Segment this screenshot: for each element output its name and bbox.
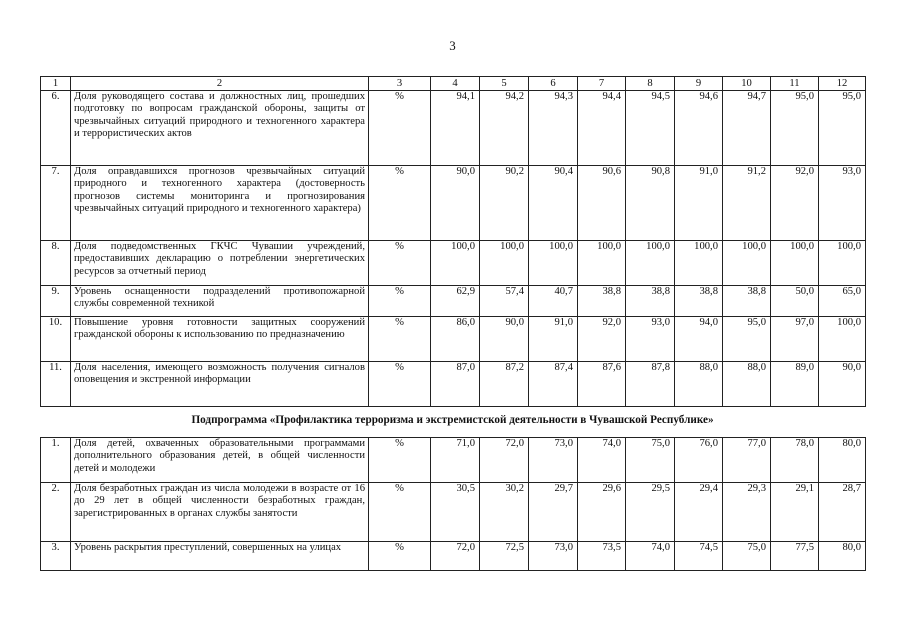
header-cell: 7 <box>578 77 626 91</box>
unit-cell: % <box>369 438 431 483</box>
value-cell: 95,0 <box>771 91 819 166</box>
value-cell: 87,2 <box>480 362 529 407</box>
header-cell: 2 <box>71 77 369 91</box>
subprogram-title: Подпрограмма «Профилактика терроризма и экстремистской деятельности в Чувашской Республике» <box>191 414 714 426</box>
page-number: 3 <box>449 38 456 53</box>
value-cell: 80,0 <box>819 542 866 571</box>
value-cell: 76,0 <box>675 438 723 483</box>
value-cell: 72,5 <box>480 542 529 571</box>
value-cell: 94,2 <box>480 91 529 166</box>
value-cell: 90,2 <box>480 166 529 241</box>
value-cell: 94,6 <box>675 91 723 166</box>
value-cell: 77,0 <box>723 438 771 483</box>
value-cell: 100,0 <box>529 241 578 286</box>
unit-cell: % <box>369 286 431 317</box>
table-row <box>41 483 866 542</box>
value-cell: 29,1 <box>771 483 819 542</box>
value-cell: 95,0 <box>819 91 866 166</box>
value-cell: 88,0 <box>723 362 771 407</box>
value-cell: 93,0 <box>626 317 675 362</box>
header-cell: 12 <box>819 77 866 91</box>
value-cell: 100,0 <box>578 241 626 286</box>
table-row <box>41 317 866 362</box>
indicator-text: Уровень раскрытия преступлений, совершенных на улицах <box>71 542 369 571</box>
value-cell: 94,0 <box>675 317 723 362</box>
table-row <box>41 166 866 241</box>
value-cell: 87,4 <box>529 362 578 407</box>
value-cell: 29,6 <box>578 483 626 542</box>
value-cell: 29,4 <box>675 483 723 542</box>
value-cell: 88,0 <box>675 362 723 407</box>
value-cell: 92,0 <box>771 166 819 241</box>
value-cell: 38,8 <box>675 286 723 317</box>
header-cell: 5 <box>480 77 529 91</box>
value-cell: 86,0 <box>431 317 480 362</box>
value-cell: 94,3 <box>529 91 578 166</box>
unit-cell: % <box>369 542 431 571</box>
value-cell: 90,6 <box>578 166 626 241</box>
value-cell: 91,2 <box>723 166 771 241</box>
value-cell: 29,3 <box>723 483 771 542</box>
unit-cell: % <box>369 166 431 241</box>
value-cell: 100,0 <box>723 241 771 286</box>
header-cell: 9 <box>675 77 723 91</box>
table-row <box>41 438 866 483</box>
row-index: 9. <box>41 286 71 317</box>
value-cell: 74,0 <box>626 542 675 571</box>
value-cell: 94,5 <box>626 91 675 166</box>
column-number-row <box>41 77 866 91</box>
table-row <box>41 286 866 317</box>
unit-cell: % <box>369 483 431 542</box>
value-cell: 100,0 <box>819 241 866 286</box>
value-cell: 29,7 <box>529 483 578 542</box>
table-row <box>41 91 866 166</box>
value-cell: 50,0 <box>771 286 819 317</box>
value-cell: 30,5 <box>431 483 480 542</box>
row-index: 3. <box>41 542 71 571</box>
value-cell: 87,6 <box>578 362 626 407</box>
unit-cell: % <box>369 91 431 166</box>
row-index: 2. <box>41 483 71 542</box>
value-cell: 100,0 <box>819 317 866 362</box>
value-cell: 87,0 <box>431 362 480 407</box>
value-cell: 30,2 <box>480 483 529 542</box>
header-cell: 8 <box>626 77 675 91</box>
value-cell: 75,0 <box>723 542 771 571</box>
value-cell: 73,5 <box>578 542 626 571</box>
value-cell: 90,0 <box>819 362 866 407</box>
table-row <box>41 362 866 407</box>
value-cell: 90,0 <box>480 317 529 362</box>
value-cell: 40,7 <box>529 286 578 317</box>
value-cell: 94,1 <box>431 91 480 166</box>
unit-cell: % <box>369 241 431 286</box>
row-index: 7. <box>41 166 71 241</box>
row-index: 6. <box>41 91 71 166</box>
value-cell: 65,0 <box>819 286 866 317</box>
indicator-text: Доля населения, имеющего возможность получения сигналов оповещения и экстренной информации <box>71 362 369 407</box>
header-cell: 10 <box>723 77 771 91</box>
indicator-text: Доля руководящего состава и должностных лиц, прошедших подготовку по вопросам гражданской обороны, защиты от чрезвычайных ситуаций природного и техногенного характера и террористических актов <box>71 91 369 166</box>
value-cell: 100,0 <box>771 241 819 286</box>
value-cell: 100,0 <box>431 241 480 286</box>
value-cell: 90,4 <box>529 166 578 241</box>
row-index: 10. <box>41 317 71 362</box>
unit-cell: % <box>369 362 431 407</box>
value-cell: 100,0 <box>626 241 675 286</box>
value-cell: 38,8 <box>723 286 771 317</box>
value-cell: 80,0 <box>819 438 866 483</box>
indicators-table <box>40 76 866 407</box>
header-cell: 3 <box>369 77 431 91</box>
table-row <box>41 542 866 571</box>
indicator-text: Доля безработных граждан из числа молодежи в возрасте от 16 до 29 лет в общей численности безработных граждан, зарегистрированных в органах службы занятости <box>71 483 369 542</box>
value-cell: 97,0 <box>771 317 819 362</box>
indicator-text: Уровень оснащенности подразделений противопожарной службы современной техникой <box>71 286 369 317</box>
table-row <box>41 241 866 286</box>
value-cell: 89,0 <box>771 362 819 407</box>
indicator-text: Доля детей, охваченных образовательными программами дополнительного образования детей, в общей численности детей и молодежи <box>71 438 369 483</box>
value-cell: 92,0 <box>578 317 626 362</box>
value-cell: 100,0 <box>675 241 723 286</box>
value-cell: 38,8 <box>578 286 626 317</box>
value-cell: 87,8 <box>626 362 675 407</box>
value-cell: 77,5 <box>771 542 819 571</box>
value-cell: 74,5 <box>675 542 723 571</box>
header-cell: 1 <box>41 77 71 91</box>
header-cell: 11 <box>771 77 819 91</box>
value-cell: 94,7 <box>723 91 771 166</box>
value-cell: 94,4 <box>578 91 626 166</box>
value-cell: 57,4 <box>480 286 529 317</box>
value-cell: 75,0 <box>626 438 675 483</box>
value-cell: 72,0 <box>431 542 480 571</box>
value-cell: 71,0 <box>431 438 480 483</box>
value-cell: 93,0 <box>819 166 866 241</box>
row-index: 8. <box>41 241 71 286</box>
value-cell: 62,9 <box>431 286 480 317</box>
value-cell: 100,0 <box>480 241 529 286</box>
row-index: 1. <box>41 438 71 483</box>
header-cell: 6 <box>529 77 578 91</box>
value-cell: 90,0 <box>431 166 480 241</box>
unit-cell: % <box>369 317 431 362</box>
indicator-text: Повышение уровня готовности защитных сооружений гражданской обороны к использованию по предназначению <box>71 317 369 362</box>
value-cell: 73,0 <box>529 542 578 571</box>
value-cell: 90,8 <box>626 166 675 241</box>
indicator-text: Доля оправдавшихся прогнозов чрезвычайных ситуаций природного и техногенного характера (достоверность прогнозов системы мониторинга и прогнозирования чрезвычайных ситуаций природного и техногенного характера) <box>71 166 369 241</box>
value-cell: 78,0 <box>771 438 819 483</box>
value-cell: 38,8 <box>626 286 675 317</box>
value-cell: 91,0 <box>675 166 723 241</box>
indicator-text: Доля подведомственных ГКЧС Чувашии учреждений, предоставивших декларацию о потреблении энергетических ресурсов за отчетный период <box>71 241 369 286</box>
value-cell: 28,7 <box>819 483 866 542</box>
value-cell: 29,5 <box>626 483 675 542</box>
value-cell: 91,0 <box>529 317 578 362</box>
value-cell: 72,0 <box>480 438 529 483</box>
value-cell: 74,0 <box>578 438 626 483</box>
value-cell: 95,0 <box>723 317 771 362</box>
row-index: 11. <box>41 362 71 407</box>
value-cell: 73,0 <box>529 438 578 483</box>
subprogram-indicators-table <box>40 437 866 571</box>
header-cell: 4 <box>431 77 480 91</box>
